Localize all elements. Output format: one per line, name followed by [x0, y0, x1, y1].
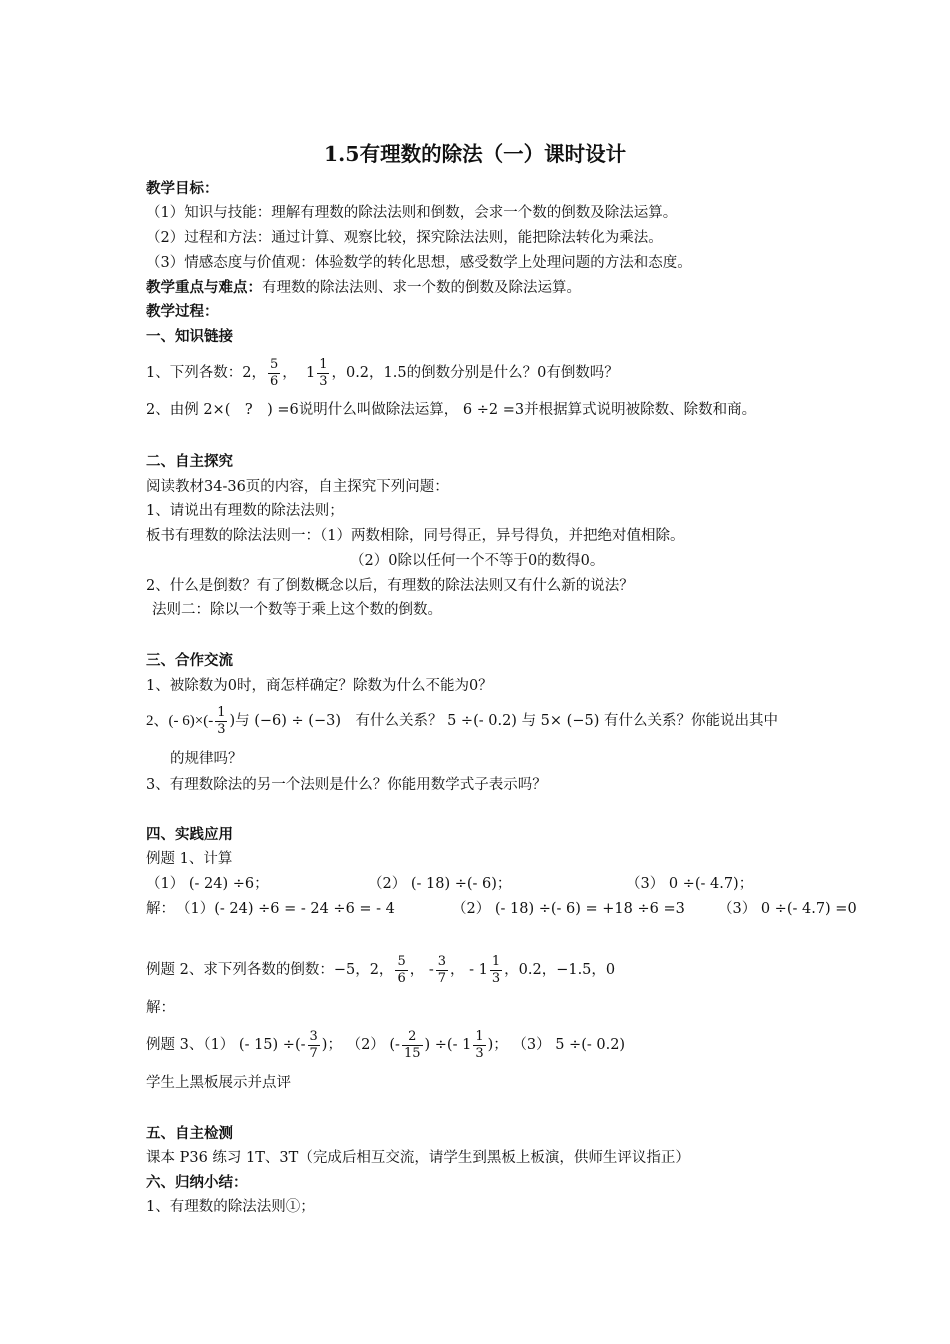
- s2-line-4: （2）0除以任何一个不等于0的数得0。: [350, 553, 605, 569]
- solution-label: 解：: [146, 901, 175, 917]
- section-1-heading: 一、知识链接: [146, 328, 233, 345]
- board-note: 学生上黑板展示并点评: [146, 1075, 291, 1091]
- fraction: [436, 954, 448, 987]
- fraction: [308, 1029, 320, 1062]
- s2-line-6: 法则二：除以一个数等于乘上这个数的倒数。: [152, 602, 442, 618]
- s3-line-2-cont: 的规律吗？: [170, 751, 243, 767]
- numerator: 5: [269, 356, 279, 372]
- fraction: [215, 705, 227, 738]
- example-1-item-2: （2） (- 18) ÷(- 6)；: [368, 876, 512, 892]
- denominator: 3: [475, 1045, 484, 1061]
- separator: ，: [282, 365, 297, 381]
- s3-line-2-text: )与 (−6) ÷ (−3) 有什么关系？ 5 ÷(- 0.2) 与 5× (−5) 有什么关系？你能说出其中: [229, 713, 778, 729]
- mixed-whole: 1: [305, 365, 316, 381]
- example-2: [146, 952, 615, 988]
- denominator: 3: [491, 970, 501, 986]
- s1-question-1: [146, 355, 619, 391]
- numerator: 1: [217, 704, 226, 720]
- separator: ， - 1: [450, 962, 488, 978]
- example-1-item-1: （1） (- 24) ÷6；: [146, 876, 269, 892]
- s1q1-suffix: ，0.2，1.5的倒数分别是什么？0有倒数吗？: [331, 365, 619, 381]
- expression: 2、(- 6)×(-: [146, 713, 214, 729]
- example-2-prefix: 例题 2、求下列各数的倒数：−5，2，: [146, 962, 394, 978]
- denominator: 7: [309, 1045, 318, 1061]
- goal-item-2: （2）过程和方法：通过计算、观察比较，探究除法法则，能把除法转化为乘法。: [146, 230, 663, 246]
- example-2-suffix: ，0.2，−1.5，0: [504, 962, 616, 978]
- section-5-heading: 五、自主检测: [146, 1125, 233, 1142]
- section-4-heading: 四、实践应用: [146, 826, 233, 843]
- fraction: [395, 954, 407, 987]
- denominator: 3: [319, 373, 328, 389]
- example-2-solution: 解：: [146, 1000, 175, 1016]
- denominator: 7: [437, 970, 447, 986]
- fraction: [490, 954, 502, 987]
- goals-heading: 教学目标：: [146, 180, 219, 197]
- numerator: 5: [397, 953, 406, 969]
- s2-line-5: 2、什么是倒数？有了倒数概念以后，有理数的除法法则又有什么新的说法？: [146, 578, 634, 594]
- goal-item-1: （1）知识与技能：理解有理数的除法法则和倒数，会求一个数的倒数及除法运算。: [146, 205, 678, 221]
- s3-line-3: 3、有理数除法的另一个法则是什么？你能用数学式子表示吗？: [146, 777, 547, 793]
- process-heading: 教学过程：: [146, 303, 219, 320]
- s6-text: 1、有理数的除法法则①；: [146, 1199, 315, 1215]
- fraction: [268, 357, 280, 390]
- numerator: 3: [309, 1028, 318, 1044]
- fraction: [402, 1029, 423, 1062]
- section-3-heading: 三、合作交流: [146, 652, 233, 669]
- example-1-item-3: （3） 0 ÷(- 4.7)；: [626, 876, 754, 892]
- fraction: [473, 1029, 485, 1062]
- example-3-prefix: 例题 3、（1） (- 15) ÷(-: [146, 1037, 306, 1053]
- section-2-heading: 二、自主探究: [146, 453, 233, 470]
- separator: ) ÷(- 1: [424, 1037, 472, 1053]
- s5-text: 课本 P36 练习 1T、3T（完成后相互交流，请学生到黑板上板演，供师生评议指正）: [146, 1150, 690, 1166]
- numerator: 1: [491, 953, 501, 969]
- example-1-title: 例题 1、计算: [146, 851, 233, 867]
- key-points-text: 有理数的除法法则、求一个数的倒数及除法运算。: [262, 280, 581, 296]
- example-3-suffix: )； （3） 5 ÷(- 0.2): [487, 1037, 626, 1053]
- numerator: 2: [402, 1029, 423, 1046]
- solution-item-1: （1）(- 24) ÷6 = - 24 ÷6 = - 4: [176, 901, 395, 917]
- fraction: [317, 357, 329, 390]
- key-points-label: 教学重点与难点：: [146, 279, 262, 296]
- s1q1-prefix: 1、下列各数：2，: [146, 365, 266, 381]
- separator: )； （2） (-: [321, 1037, 400, 1053]
- denominator: 3: [217, 721, 226, 737]
- s2-line-2: 1、请说出有理数的除法法则；: [146, 503, 344, 519]
- example-3: [146, 1027, 625, 1063]
- denominator: 15: [403, 1045, 421, 1061]
- separator: ， -: [409, 962, 434, 978]
- section-6-heading: 六、归纳小结：: [146, 1174, 248, 1191]
- denominator: 6: [269, 373, 279, 389]
- numerator: 1: [475, 1028, 484, 1044]
- denominator: 6: [397, 970, 406, 986]
- solution-item-3: （3） 0 ÷(- 4.7) =0: [718, 901, 857, 917]
- s2-line-3: 板书有理数的除法法则一：（1）两数相除，同号得正，异号得负，并把绝对值相除。: [146, 528, 685, 544]
- numerator: 3: [437, 953, 447, 969]
- s3-line-1: 1、被除数为0时，商怎样确定？除数为什么不能为0？: [146, 678, 493, 694]
- s3-line-2: [146, 703, 778, 739]
- goal-item-3: （3）情感态度与价值观：体验数学的转化思想，感受数学上处理问题的方法和态度。: [146, 255, 692, 271]
- s2-line-1: 阅读教材34-36页的内容，自主探究下列问题：: [146, 479, 449, 495]
- numerator: 1: [319, 356, 328, 372]
- solution-item-2: （2） (- 18) ÷(- 6) = +18 ÷6 =3: [452, 901, 685, 917]
- s1-question-2: 2、由例 2×( ? ) =6说明什么叫做除法运算， 6 ÷2 =3并根据算式说明被除数、除数和商。: [146, 402, 757, 418]
- page-title: 1.5有理数的除法（一）课时设计: [323, 142, 627, 166]
- key-points: [146, 278, 581, 298]
